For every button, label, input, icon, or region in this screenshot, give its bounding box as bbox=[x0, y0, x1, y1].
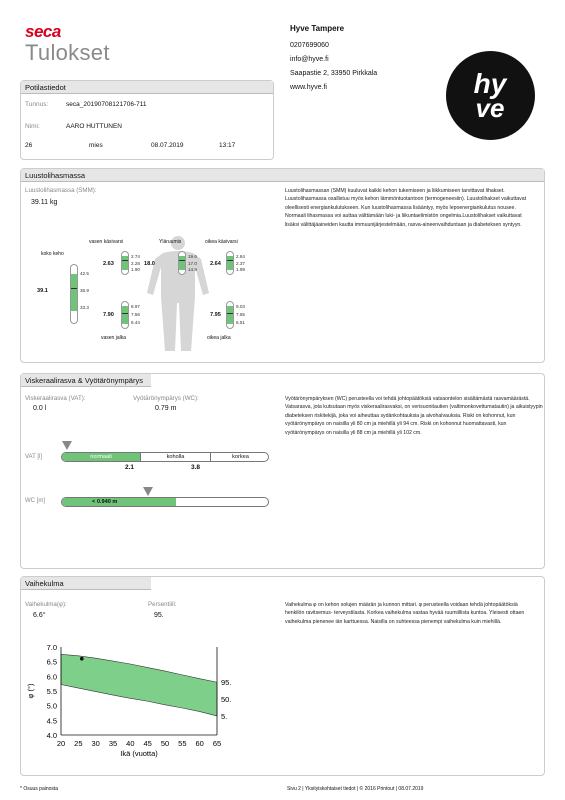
x-tick-label: 50 bbox=[160, 739, 170, 748]
hyve-logo-top: hy bbox=[473, 68, 507, 99]
segment-tick-left_arm: 2.28 bbox=[131, 260, 140, 266]
segment-fill-torso bbox=[179, 256, 185, 271]
segment-marker-left_arm bbox=[122, 260, 128, 261]
segment-label-torso: Yläruumis bbox=[159, 239, 182, 245]
percentile-label: 95. bbox=[221, 678, 232, 688]
vat-segment-normal: normaali bbox=[62, 453, 140, 461]
segment-value-torso: 18.0 bbox=[144, 260, 155, 267]
y-tick-label: 7.0 bbox=[46, 643, 57, 652]
segment-fill-left_leg bbox=[122, 306, 128, 323]
segment-fill-whole bbox=[71, 274, 77, 311]
x-tick-label: 40 bbox=[126, 739, 135, 748]
measurement-date: 08.07.2019 bbox=[151, 142, 184, 149]
footer-note: * Osuus painosta bbox=[20, 786, 59, 792]
patient-section bbox=[20, 80, 274, 160]
phase-description: Vaihekulma φ on kehon solujen määrän ja kunnon mittari. φ perusteella voidaan tehdä johtopäätöksiä henkilön ravitsemus- terveystilasta. Korkea vaihekulma vastaa hyvää ruumiillista kuntoa. Yleisesti ottaen vaihekulma pienenee iän karttuessa. Naisilla on suhteessa pienempi vaihekulma kuin miehillä. bbox=[285, 602, 525, 625]
segment-tick-left_leg: 6.44 bbox=[131, 320, 140, 326]
report-title: Tulokset bbox=[25, 40, 110, 65]
segment-tick-right_arm: 2.37 bbox=[236, 260, 245, 266]
footer-info: Sivu 2 | Yksityiskohtaiset tiedot | © 2016 Printout | 08.07.2019 bbox=[287, 786, 424, 792]
segment-marker-whole bbox=[71, 288, 77, 289]
segment-capsule-right_arm bbox=[226, 251, 234, 275]
y-tick-label: 6.0 bbox=[46, 672, 57, 682]
segment-capsule-left_leg bbox=[121, 301, 129, 329]
x-tick-label: 35 bbox=[108, 739, 118, 748]
segment-label-right_arm: oikea käsivarsi bbox=[205, 239, 238, 245]
smm-section-title: Luustolihasmassa bbox=[21, 169, 544, 182]
y-tick-label: 5.0 bbox=[46, 701, 57, 711]
segment-value-left_arm: 2.63 bbox=[103, 260, 114, 267]
x-tick-label: 45 bbox=[143, 739, 152, 748]
wc-value: 0.79 m bbox=[155, 405, 177, 412]
segment-value-whole: 39.1 bbox=[37, 288, 48, 294]
percentile-value: 95. bbox=[154, 612, 164, 619]
vat-label: Viskeraalirasva (VAT): bbox=[25, 395, 86, 402]
vat-segment-high: korkea bbox=[210, 453, 269, 461]
smm-description: Luustolihasmassan (SMM) kuuluvat kaikki kehon tukemiseen ja liikkumiseen tarvittavat lihakset. Luustolihasmassa osallistuu myös kehon lämmöntuotantoon (termogeneesiin). Luustolihakset vaikuttavat oleellisesti energiankulutukseen. Kun luustolihasmassa lisääntyy, myös lepoenergiankulutus nousee. Normaali lihasmassa voi auttaa välttämään luki- ja liikuntaelimistön ongelmia.Luustolihakset vaikuttavat lisäksi välittäjäaineiden kautta immuunijärjestelmään, rasva-aineenvaihduntaan ja diabeteksen syntyyn. bbox=[285, 188, 527, 228]
clinic-website: www.hyve.fi bbox=[290, 84, 327, 91]
x-tick-label: 20 bbox=[56, 739, 66, 748]
y-axis-label: φ (°) bbox=[26, 683, 35, 699]
x-tick-label: 65 bbox=[212, 739, 222, 748]
smm-value: 39.11 kg bbox=[31, 199, 58, 206]
patient-id-label: Tunnus: bbox=[25, 101, 49, 108]
segment-tick-torso: 14.9 bbox=[188, 267, 197, 273]
segment-label-right_leg: oikea jalka bbox=[207, 335, 231, 341]
seca-logo: seca bbox=[25, 22, 61, 41]
percentile-band bbox=[61, 654, 217, 716]
vat-scale-bar bbox=[61, 452, 269, 462]
wc-scale-fill: < 0.940 m bbox=[62, 498, 176, 506]
segment-tick-right_leg: 6.51 bbox=[236, 320, 245, 326]
y-tick-label: 6.5 bbox=[46, 657, 57, 667]
phase-value: 6.6° bbox=[33, 612, 46, 619]
smm-section bbox=[20, 168, 545, 363]
segment-tick-left_arm: 2.74 bbox=[131, 253, 140, 259]
phase-angle-chart bbox=[21, 639, 266, 759]
x-tick-label: 60 bbox=[195, 739, 204, 748]
segment-tick-whole: 33.3 bbox=[80, 304, 89, 310]
smm-label: Luustolihasmassa (SMM): bbox=[25, 187, 97, 194]
x-axis-label: Ikä (vuotta) bbox=[120, 749, 158, 758]
x-tick-label: 55 bbox=[178, 739, 187, 748]
phase-section-title: Vaihekulma bbox=[21, 577, 151, 590]
clinic-address: Saapastie 2, 33950 Pirkkala bbox=[290, 70, 378, 77]
segment-value-right_arm: 2.64 bbox=[210, 260, 221, 267]
vat-section-title: Viskeraalirasva & Vyötärönympärys bbox=[21, 374, 151, 387]
segment-marker-right_arm bbox=[227, 260, 233, 261]
segment-marker-left_leg bbox=[122, 313, 128, 314]
vat-scale-label: VAT [l] bbox=[25, 454, 43, 460]
segment-marker-right_leg bbox=[227, 313, 233, 314]
clinic-email: info@hyve.fi bbox=[290, 56, 329, 63]
segment-label-whole: koko keho bbox=[41, 251, 64, 257]
hyve-logo bbox=[446, 51, 535, 140]
segment-fill-right_arm bbox=[227, 256, 233, 271]
segment-tick-left_leg: 8.97 bbox=[131, 304, 140, 310]
phase-label: Vaihekulma(φ): bbox=[25, 601, 67, 608]
y-tick-label: 4.0 bbox=[46, 731, 57, 740]
clinic-phone: 0207699060 bbox=[290, 42, 329, 49]
patient-name-label: Nimi: bbox=[25, 123, 40, 130]
measurement-time: 13:17 bbox=[219, 142, 236, 149]
segment-marker-torso bbox=[179, 260, 185, 261]
vat-threshold-1: 2.1 bbox=[125, 464, 135, 471]
segment-capsule-whole bbox=[70, 264, 78, 324]
vat-marker-icon bbox=[62, 441, 72, 450]
segment-tick-torso: 17.0 bbox=[188, 260, 197, 266]
percentile-label: 5. bbox=[221, 711, 228, 721]
segment-tick-right_arm: 2.84 bbox=[236, 253, 245, 259]
segment-label-left_leg: vasen jalka bbox=[101, 335, 127, 341]
segment-capsule-right_leg bbox=[226, 301, 234, 329]
vat-value: 0.0 l bbox=[33, 405, 47, 412]
segment-capsule-left_arm bbox=[121, 251, 129, 275]
segment-tick-right_leg: 7.65 bbox=[236, 312, 245, 318]
percentile-label: Persentiili: bbox=[148, 601, 177, 608]
segment-tick-whole: 36.9 bbox=[80, 288, 89, 293]
y-tick-label: 4.5 bbox=[46, 716, 57, 726]
segment-tick-right_arm: 1.99 bbox=[236, 267, 245, 273]
hyve-logo-bottom: ve bbox=[475, 93, 505, 123]
wc-scale-label: WC [m] bbox=[25, 498, 45, 504]
x-tick-label: 30 bbox=[91, 739, 100, 748]
segment-tick-right_leg: 9.03 bbox=[236, 304, 245, 310]
x-tick-label: 25 bbox=[74, 739, 83, 748]
vat-threshold-2: 3.8 bbox=[191, 464, 201, 471]
segment-value-right_leg: 7.95 bbox=[210, 312, 221, 319]
segment-capsule-torso bbox=[178, 251, 186, 275]
segment-tick-whole: 42.5 bbox=[80, 271, 89, 277]
wc-marker-icon bbox=[143, 487, 153, 496]
segment-fill-right_leg bbox=[227, 306, 233, 323]
vat-segment-elevated: koholla bbox=[140, 453, 210, 461]
patient-age: 26 bbox=[25, 142, 33, 149]
patient-section-title: Potilastiedot bbox=[21, 81, 273, 94]
measurement-point bbox=[80, 657, 84, 661]
segment-label-left_arm: vasen käsivarsi bbox=[89, 239, 124, 245]
wc-scale-bar bbox=[61, 497, 269, 507]
segment-tick-left_leg: 7.56 bbox=[131, 312, 140, 318]
segment-tick-torso: 19.6 bbox=[188, 253, 197, 259]
patient-name-value: AARO HUTTUNEN bbox=[66, 123, 122, 130]
clinic-name: Hyve Tampere bbox=[290, 24, 345, 33]
vat-section bbox=[20, 373, 545, 569]
patient-sex: mies bbox=[89, 142, 103, 149]
phase-section bbox=[20, 576, 545, 776]
patient-id-value: seca_20190708121706-711 bbox=[66, 101, 147, 108]
wc-label: Vyötärönympärys (WC): bbox=[133, 395, 199, 402]
segment-value-left_leg: 7.90 bbox=[103, 312, 114, 319]
percentile-label: 50. bbox=[221, 695, 232, 705]
y-tick-label: 5.5 bbox=[46, 687, 57, 696]
segment-tick-left_arm: 1.90 bbox=[131, 267, 140, 273]
segment-fill-left_arm bbox=[122, 256, 128, 271]
vat-description: Vyötärönympäryksen (WC) perusteella voi tehdä johtopäätöksiä vatsaontelon sisältämästä rasvamäärästä. Vatsarasva, jota kutsutaan myös viskeraalirasvaksi, on verisuonitautien (valtimonkovettumatautin) ja aikuistyypin diabeteksen riskitekijä, joka voi aiheuttaa sydänkohtauksia ja aivohalvauksia. Riski on kohonnut, kun vyötärönympärys on naisilla yli 80 cm ja miehillä yli 94 cm. Riski on kohonnut huomattavasti, kun vyötärönympärys on naisilla yli 88 cm ja miehillä yli 102 cm. bbox=[285, 396, 543, 436]
